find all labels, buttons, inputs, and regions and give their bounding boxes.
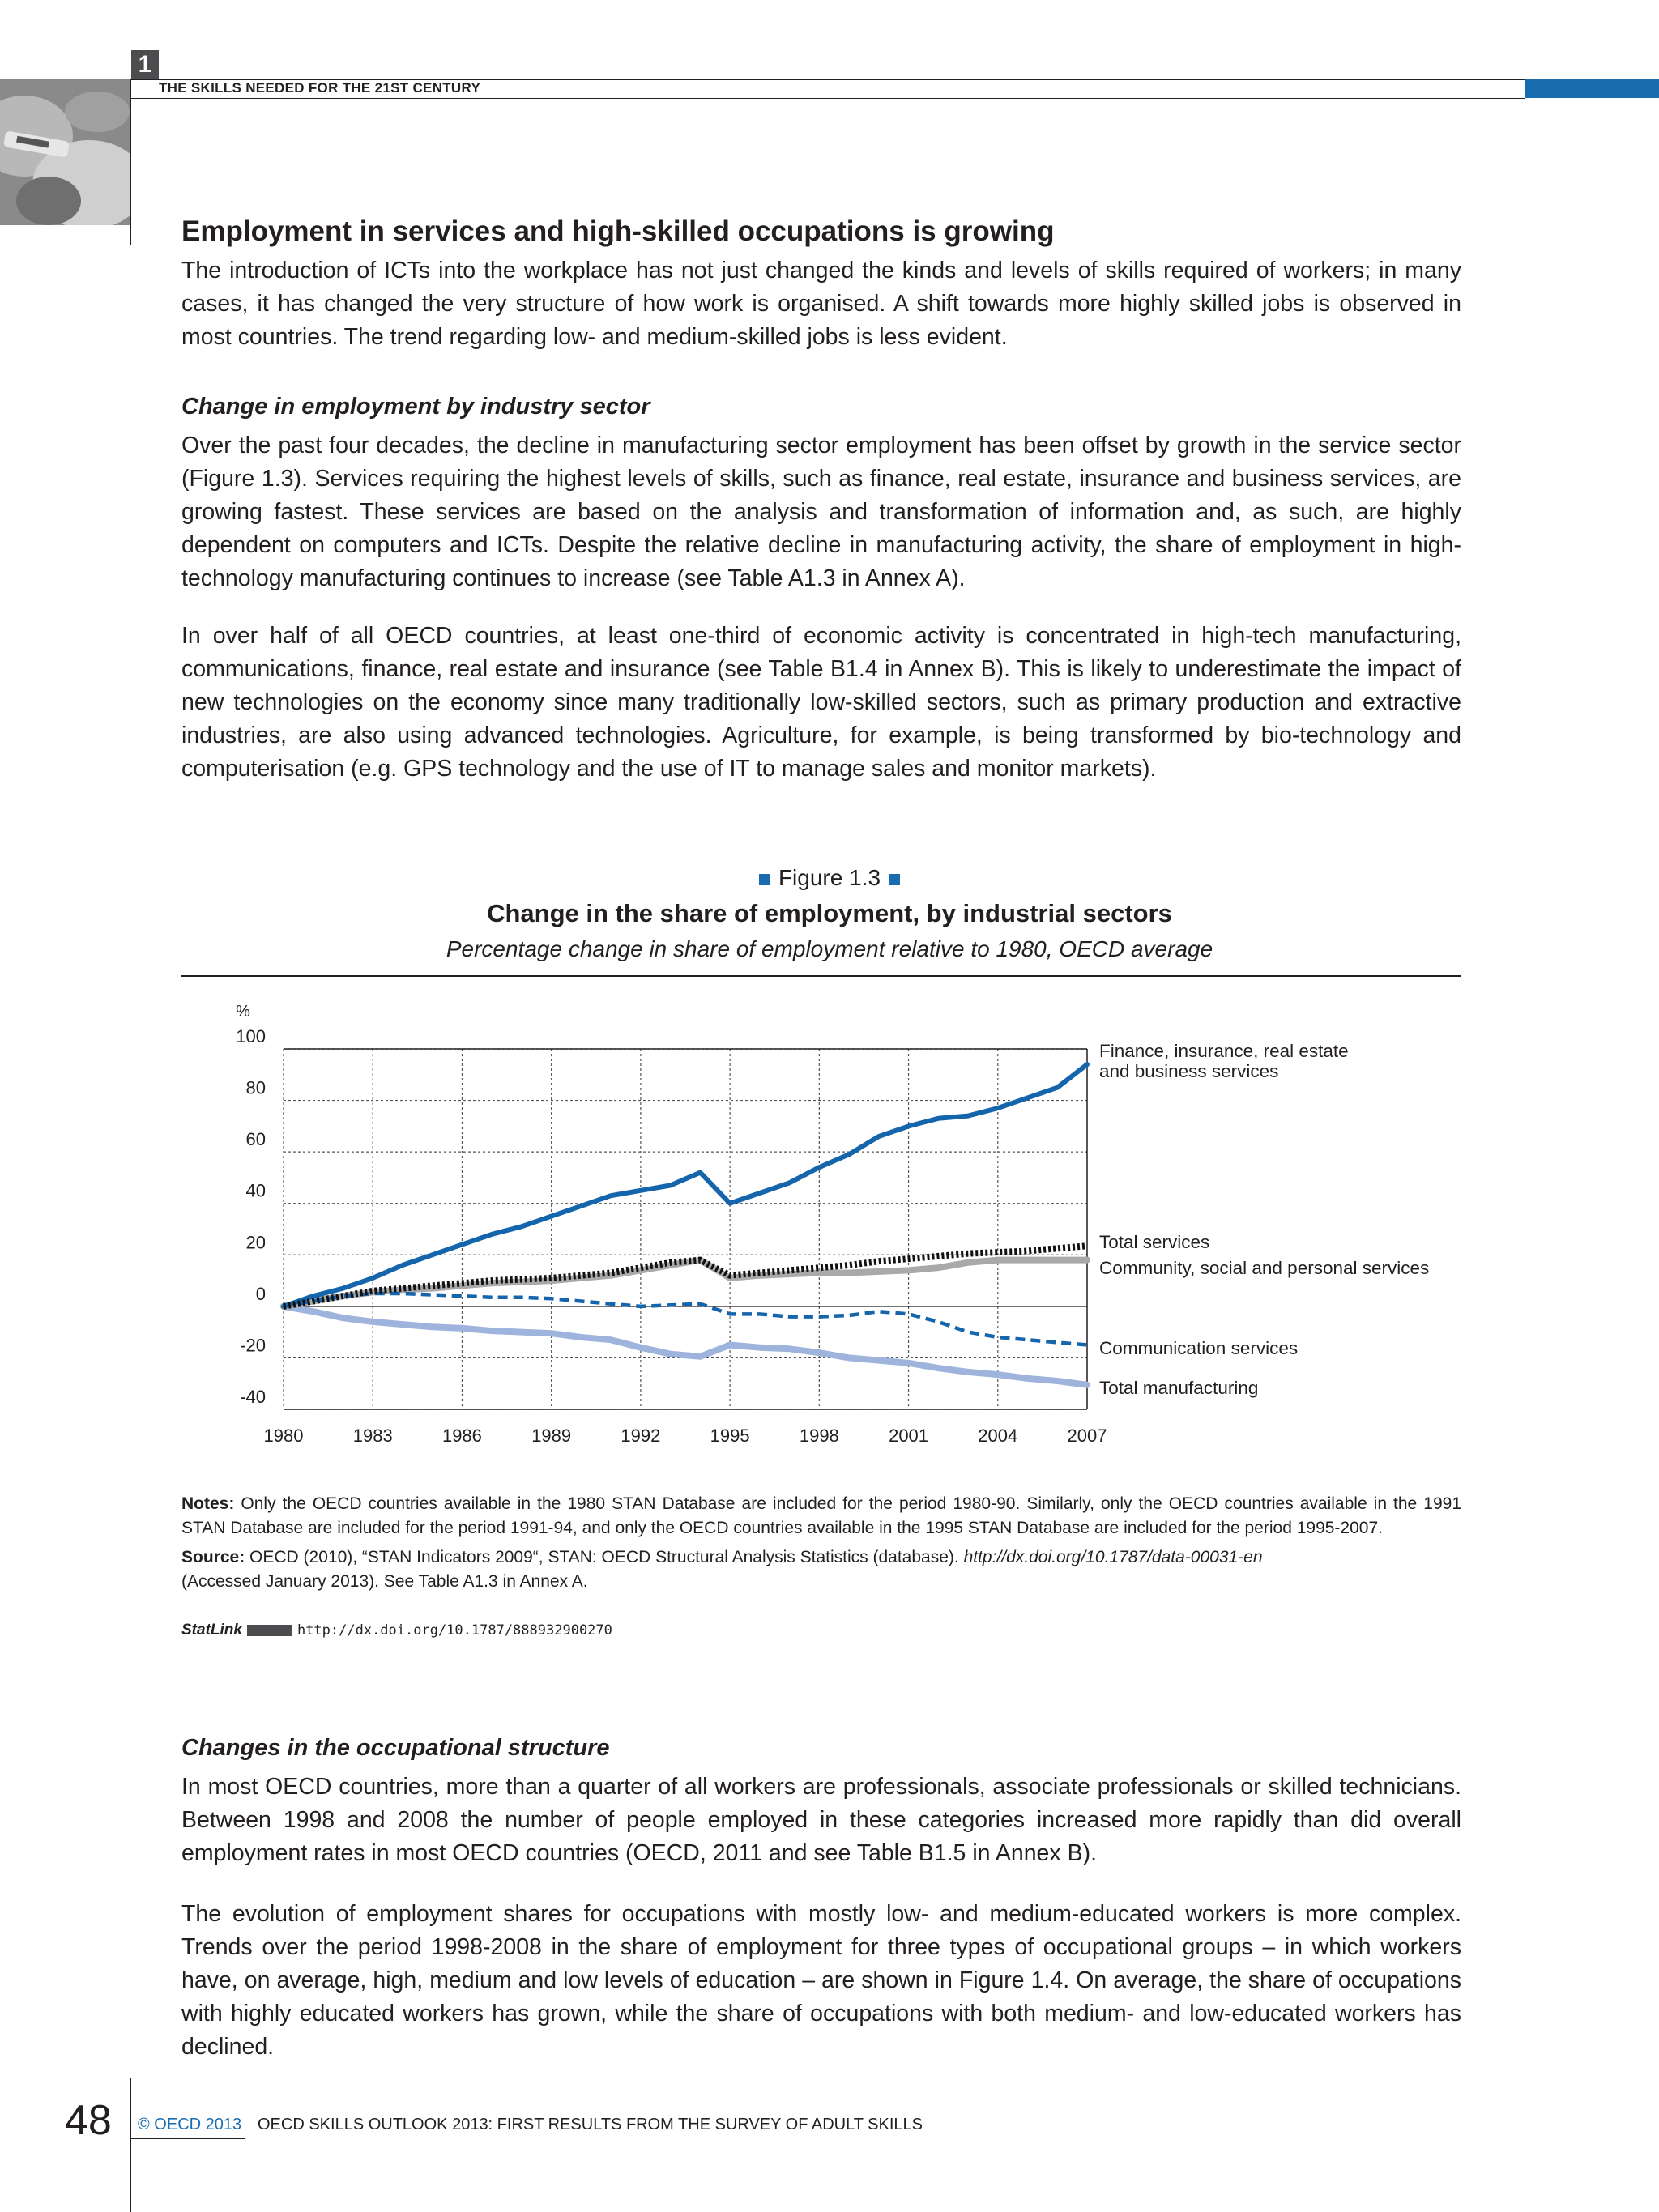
- subsection-heading-occupations: Changes in the occupational structure: [181, 1735, 610, 1761]
- statlink[interactable]: [181, 1622, 612, 1639]
- x-tick-label: 2007: [1067, 1426, 1107, 1446]
- series-label: Community, social and personal services: [1099, 1258, 1430, 1278]
- figure-title: Change in the share of employment, by industrial sectors: [487, 899, 1172, 927]
- square-bullet-icon: [759, 874, 770, 885]
- statlink-logo-icon: [247, 1625, 292, 1636]
- y-tick-labels: [236, 1026, 266, 1407]
- footer-book-title: OECD SKILLS OUTLOOK 2013: FIRST RESULTS FROM THE SURVEY OF ADULT SKILLS: [258, 2116, 923, 2133]
- series-label: Total manufacturing: [1099, 1378, 1259, 1398]
- statlink-url[interactable]: http://dx.doi.org/10.1787/888932900270: [296, 1622, 612, 1639]
- y-tick-label: 100: [236, 1026, 266, 1046]
- header-bottom-rule: [131, 98, 1525, 99]
- page-number: 48: [65, 2097, 112, 2144]
- footer-vertical-rule: [130, 2078, 131, 2212]
- x-tick-label: 1983: [352, 1426, 393, 1446]
- header-blue-tab: [1525, 79, 1659, 98]
- section-intro: The introduction of ICTs into the workplace has not just changed the kinds and levels of skills required of workers; in many cases, it has changed the very structure of how work is organised. A shift towards more highly skilled jobs is observed in most countries. The trend regarding low- and medium-skilled jobs is less evident.: [181, 258, 1461, 350]
- source-block: [181, 1545, 1461, 1594]
- x-tick-label: 1989: [531, 1426, 572, 1446]
- x-tick-label: 1986: [441, 1426, 482, 1446]
- y-tick-label: 60: [245, 1129, 266, 1150]
- source-link[interactable]: http://dx.doi.org/10.1787/data-00031-en: [963, 1548, 1263, 1566]
- subsection-heading-industry: Change in employment by industry sector: [181, 394, 650, 420]
- figure-number: Figure 1.3: [778, 865, 881, 890]
- figure-rule: [181, 975, 1461, 977]
- y-tick-label: -20: [240, 1335, 266, 1356]
- source-accessed: (Accessed January 2013). See Table A1.3 in Annex A.: [181, 1572, 588, 1591]
- series-line: [284, 1294, 1087, 1345]
- x-tick-label: 1980: [263, 1426, 304, 1446]
- y-tick-label: 40: [245, 1180, 266, 1201]
- x-tick-label: 1992: [621, 1426, 661, 1446]
- occupations-paragraph-2: The evolution of employment shares for occupations with mostly low- and medium-educated workers is more complex. Trends over the period 1998-2008 in the share of employment for three types of occupational groups – in which workers have, on average, high, medium and low levels of education – are shown in Figure 1.4. On average, the share of occupations with highly educated workers has grown, while the share of occupations with both medium- and low-educated workers has declined.: [181, 1901, 1461, 2060]
- statlink-name: StatLink: [181, 1622, 242, 1639]
- chapter-photo: [0, 79, 130, 225]
- series-line: [284, 1246, 1087, 1306]
- series-label: Communication services: [1099, 1338, 1299, 1358]
- figure-notes: [181, 1492, 1461, 1594]
- series-label: Total services: [1099, 1232, 1210, 1252]
- series-line: [284, 1306, 1087, 1385]
- x-tick-label: 1995: [710, 1426, 750, 1446]
- industry-paragraph-1: Over the past four decades, the decline in manufacturing sector employment has been offset by growth in the service sector (Figure 1.3). Services requiring the highest levels of skills, such as finance, real estate, insurance and business services, are growing fastest. These services are based on the analysis and transformation of information and, as such, are highly dependent on computers and ICTs. Despite the relative decline in manufacturing activity, the share of employment in high-technology manufacturing continues to increase (see Table A1.3 in Annex A).: [181, 433, 1461, 591]
- hands-phone-photo: [0, 79, 130, 225]
- y-tick-label: -40: [240, 1387, 266, 1407]
- occupations-paragraph-1: In most OECD countries, more than a quarter of all workers are professionals, associate professionals or skilled technicians. Between 1998 and 2008 the number of people employed in these categories increased more rapidly than did overall employment rates in most OECD countries (OECD, 2011 and see Table B1.5 in Annex B).: [181, 1774, 1461, 1866]
- section-heading: Employment in services and high-skilled occupations is growing: [181, 215, 1055, 247]
- header-vertical-rule: [130, 79, 131, 245]
- y-tick-label: 0: [255, 1283, 266, 1304]
- industry-paragraph-2: In over half of all OECD countries, at least one-third of economic activity is concentrated in high-tech manufacturing, communications, finance, real estate and insurance (see Table B1.4 in Annex B). This is likely to underestimate the impact of new technologies on the economy since many traditionally low-skilled sectors, such as primary production and extractive industries, are also using advanced technologies. Agriculture, for example, is being transformed by bio-technology and computerisation (e.g. GPS technology and the use of IT to manage sales and monitor markets).: [181, 623, 1461, 782]
- footer-copyright: © OECD 2013: [138, 2116, 242, 2133]
- source-text: OECD (2010), “STAN Indicators 2009“, STAN: OECD Structural Analysis Statistics (database).: [249, 1548, 959, 1566]
- notes-block: [181, 1492, 1461, 1541]
- chapter-number: 1: [131, 50, 159, 79]
- chart-series: [284, 1064, 1087, 1385]
- x-tick-label: 1998: [799, 1426, 839, 1446]
- notes-label: Notes:: [181, 1494, 235, 1513]
- y-axis-unit-label: %: [236, 1003, 250, 1021]
- series-label: and business services: [1099, 1061, 1279, 1081]
- y-tick-label: 80: [245, 1077, 266, 1098]
- series-labels: [1099, 1041, 1429, 1398]
- y-tick-label: 20: [245, 1232, 266, 1253]
- notes-text: Only the OECD countries available in the 1980 STAN Database are included for the period 1980-90. Similarly, only the OECD countries available in the 1991 STAN Database are included for the period 1991-94, and only the OECD countries available in the 1995 STAN Database are included for the period 1995-2007.: [181, 1494, 1461, 1537]
- x-tick-label: 2001: [889, 1426, 929, 1446]
- figure-label: [0, 865, 1659, 891]
- source-label: Source:: [181, 1548, 245, 1566]
- figure-subtitle: Percentage change in share of employment relative to 1980, OECD average: [446, 936, 1213, 961]
- employment-line-chart: [0, 980, 1659, 1466]
- footer-underline: [131, 2138, 245, 2139]
- x-tick-labels: [264, 1426, 1107, 1446]
- chapter-title: THE SKILLS NEEDED FOR THE 21ST CENTURY: [159, 80, 481, 96]
- square-bullet-icon: [889, 874, 900, 885]
- series-label: Finance, insurance, real estate: [1099, 1041, 1349, 1061]
- series-line: [284, 1064, 1087, 1306]
- x-tick-label: 2004: [978, 1426, 1018, 1446]
